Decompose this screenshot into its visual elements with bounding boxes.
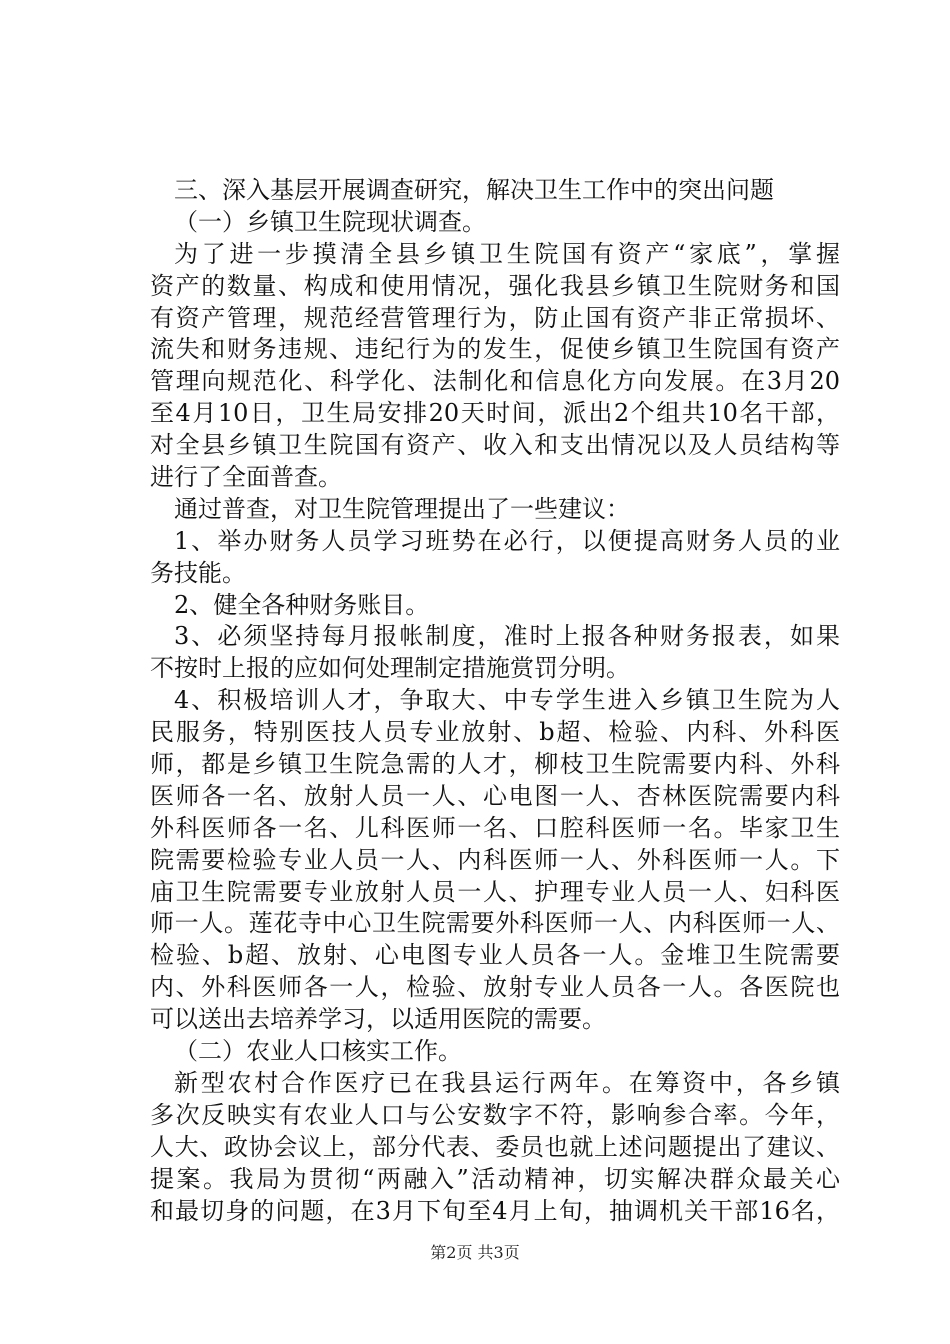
text-line: 提案。我局为贯彻“两融入”活动精神，切实解决群众最关心: [150, 1164, 840, 1193]
text-line: 可以送出去培养学习，以适用医院的需要。: [150, 1005, 606, 1034]
text-line: 2、健全各种财务账目。: [174, 590, 430, 619]
text-line: 和最切身的问题，在3月下旬至4月上旬，抽调机关干部16名，: [150, 1196, 840, 1225]
text-line: 1、举办财务人员学习班势在必行，以便提高财务人员的业: [174, 526, 840, 555]
text-line: 师一人。莲花寺中心卫生院需要外科医师一人、内科医师一人、: [150, 909, 840, 938]
text-line: 外科医师各一名、儿科医师一名、口腔科医师一名。毕家卫生: [150, 813, 840, 842]
text-line: 为了进一步摸清全县乡镇卫生院国有资产“家底”，掌握: [174, 239, 840, 268]
text-line: 至4月10日，卫生局安排20天时间，派出2个组共10名干部，: [150, 399, 840, 428]
text-line: 新型农村合作医疗已在我县运行两年。在筹资中，各乡镇: [174, 1068, 840, 1097]
text-line: 内、外科医师各一人，检验、放射专业人员各一人。各医院也: [150, 973, 840, 1002]
text-line: 医师各一名、放射人员一人、心电图一人、杏林医院需要内科: [150, 781, 840, 810]
text-line: 资产的数量、构成和使用情况，强化我县乡镇卫生院财务和国: [150, 271, 840, 300]
text-line: 3、必须坚持每月报帐制度，准时上报各种财务报表，如果: [174, 622, 840, 651]
text-line: 多次反映实有农业人口与公安数字不符，影响参合率。今年，: [150, 1100, 840, 1129]
text-line: 院需要检验专业人员一人、内科医师一人、外科医师一人。下: [150, 845, 840, 874]
text-line: 进行了全面普查。: [150, 463, 342, 492]
text-line: 流失和财务违规、违纪行为的发生，促使乡镇卫生院国有资产: [150, 335, 840, 364]
text-line: 不按时上报的应如何处理制定措施赏罚分明。: [150, 654, 630, 683]
text-line: 师，都是乡镇卫生院急需的人才，柳枝卫生院需要内科、外科: [150, 750, 840, 779]
text-line: 通过普查，对卫生院管理提出了一些建议：: [174, 494, 630, 523]
text-line: 三、深入基层开展调查研究，解决卫生工作中的突出问题: [174, 176, 774, 204]
text-line: 庙卫生院需要专业放射人员一人、护理专业人员一人、妇科医: [150, 877, 840, 906]
text-line: 对全县乡镇卫生院国有资产、收入和支出情况以及人员结构等: [150, 431, 840, 460]
text-line: 人大、政协会议上，部分代表、委员也就上述问题提出了建议、: [150, 1132, 840, 1161]
text-line: 4、积极培训人才，争取大、中专学生进入乡镇卫生院为人: [174, 686, 840, 715]
document-body: [150, 175, 840, 1227]
text-line: 民服务，特别医技人员专业放射、b超、检验、内科、外科医: [150, 718, 840, 747]
text-line: 管理向规范化、科学化、法制化和信息化方向发展。在3月20: [150, 367, 840, 396]
text-line: （一）乡镇卫生院现状调查。: [174, 207, 486, 236]
text-line: （二）农业人口核实工作。: [174, 1037, 462, 1066]
text-line: 务技能。: [150, 558, 246, 587]
page-footer: 第2页 共3页: [430, 1243, 520, 1262]
text-line: 有资产管理，规范经营管理行为，防止国有资产非正常损坏、: [150, 303, 840, 332]
text-line: 检验、b超、放射、心电图专业人员各一人。金堆卫生院需要: [150, 941, 840, 970]
